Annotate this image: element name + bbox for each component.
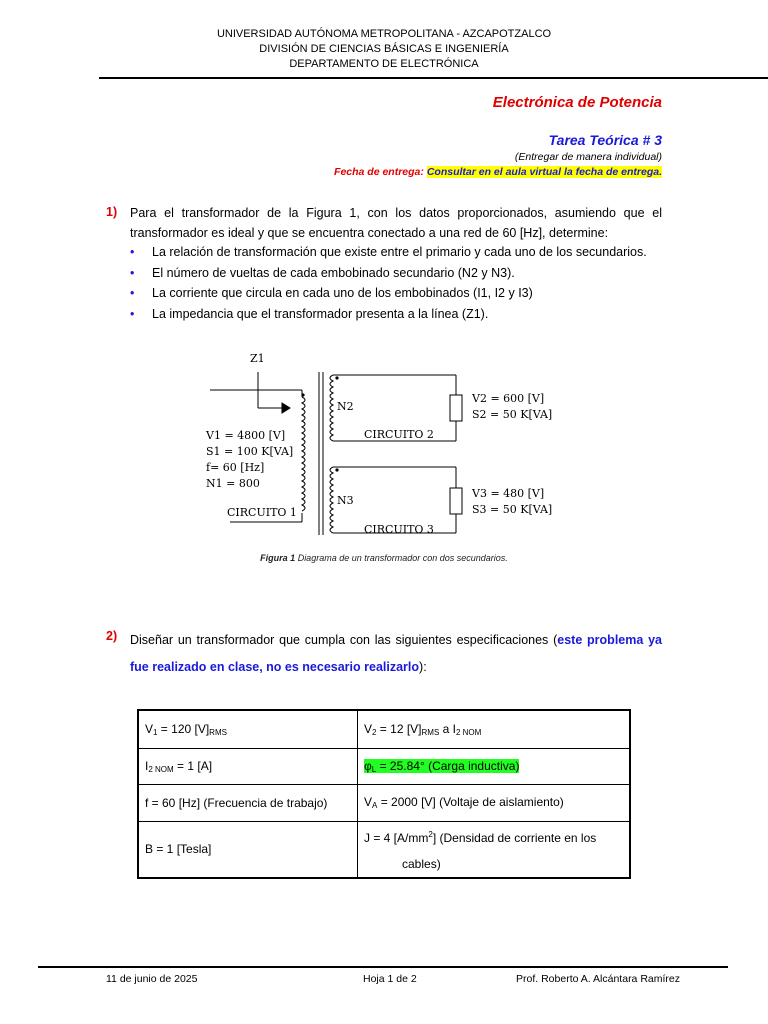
spec-v1: $V_1 = 120$ $[V]_{RMS}$ <box>138 710 358 748</box>
spec-phase: $\varphi_L = 25.84^\circ$ (Carga inductiva) <box>358 748 631 784</box>
polarity-dot <box>335 376 338 379</box>
q1-text: Para el transformador de la Figura 1, con los datos proporcionados, asumiendo que el transformador es ideal y que se encuentra conectado a una red de 60 [Hz], determine: <box>130 206 662 240</box>
table-row <box>138 784 630 821</box>
q1-number: 1) <box>106 205 118 219</box>
table-row <box>138 821 630 878</box>
spec-flux: B = 1 [Tesla] <box>138 821 358 878</box>
label-s3: S3 = 50 K[VA] <box>472 503 553 516</box>
label-n1: N1 = 800 <box>206 477 260 490</box>
spec-v2: $V_2 = 12$ $[V]_{RMS}$ a $I_{2 NOM}$ <box>358 710 631 748</box>
footer-rule <box>38 966 728 968</box>
spec-table <box>137 709 631 879</box>
list-item: • La relación de transformación que existe entre el primario y cada uno de los secundarios. <box>130 242 690 263</box>
table-row <box>138 748 630 784</box>
label-circuit3: CIRCUITO 3 <box>364 523 434 536</box>
polarity-dot <box>301 393 304 396</box>
list-item: • El número de vueltas de cada embobinado secundario (N2 y N3). <box>130 263 690 284</box>
bullet-icon: • <box>130 245 135 259</box>
assignment-title: Tarea Teórica # 3 <box>548 132 662 148</box>
header-department: DEPARTAMENTO DE ELECTRÓNICA <box>289 58 479 70</box>
figure-caption: Figura 1 Diagrama de un transformador con dos secundarios. <box>260 553 508 563</box>
list-item: • La corriente que circula en cada uno de los embobinados (I1, I2 y I3) <box>130 283 690 304</box>
q2-text: Diseñar un transformador que cumpla con las siguientes especificaciones (este problema ya fue realizado en clase, no es necesario realizarlo): <box>130 633 662 674</box>
spec-current-density: J = 4 $[A/mm^2]$ (Densidad de corriente en los cables) <box>358 821 631 878</box>
header-rule <box>99 77 768 79</box>
label-v3: V3 = 480 [V] <box>472 487 545 500</box>
q2-number: 2) <box>106 629 118 643</box>
footer-author: Prof. Roberto A. Alcántara Ramírez <box>516 973 680 985</box>
spec-i2nom: $I_{2 NOM} = 1$ [A] <box>138 748 358 784</box>
label-z1: Z1 <box>250 352 265 365</box>
list-item: • La impedancia que el transformador presenta a la línea (Z1). <box>130 304 690 325</box>
q1-bullet-list <box>130 242 690 324</box>
table-row <box>138 710 630 748</box>
due-value: Consultar en el aula virtual la fecha de entrega. <box>426 166 662 178</box>
bullet-icon: • <box>130 286 135 300</box>
due-label: Fecha de entrega: <box>334 166 424 178</box>
due-date <box>334 166 662 178</box>
footer-page: Hoja 1 de 2 <box>363 973 417 985</box>
label-v2: V2 = 600 [V] <box>472 392 545 405</box>
label-f: f= 60 [Hz] <box>206 461 265 474</box>
course-title: Electrónica de Potencia <box>492 94 662 111</box>
label-s1: S1 = 100 K[VA] <box>206 445 294 458</box>
label-s2: S2 = 50 K[VA] <box>472 408 553 421</box>
header-university: UNIVERSIDAD AUTÓNOMA METROPOLITANA - AZCAPOTZALCO <box>216 28 552 40</box>
polarity-dot <box>335 468 338 471</box>
transformer-diagram <box>190 345 580 545</box>
bullet-icon: • <box>130 306 135 321</box>
label-circuit1: CIRCUITO 1 <box>227 506 297 519</box>
assignment-note: (Entregar de manera individual) <box>514 151 662 163</box>
label-n3: N3 <box>337 494 354 507</box>
header-division: DIVISIÓN DE CIENCIAS BÁSICAS E INGENIERÍA <box>259 43 509 55</box>
spec-insulation: $V_A = 2000$ [V] (Voltaje de aislamiento) <box>358 784 631 821</box>
spec-frequency: f = 60 [Hz] (Frecuencia de trabajo) <box>138 784 358 821</box>
q2-note: este problema ya fue realizado en clase, no es necesario realizarlo <box>130 633 662 674</box>
label-n2: N2 <box>337 400 354 413</box>
label-circuit2: CIRCUITO 2 <box>364 428 434 441</box>
bullet-icon: • <box>130 265 135 280</box>
footer-date: 11 de junio de 2025 <box>106 973 198 985</box>
label-v1: V1 = 4800 [V] <box>206 429 286 442</box>
